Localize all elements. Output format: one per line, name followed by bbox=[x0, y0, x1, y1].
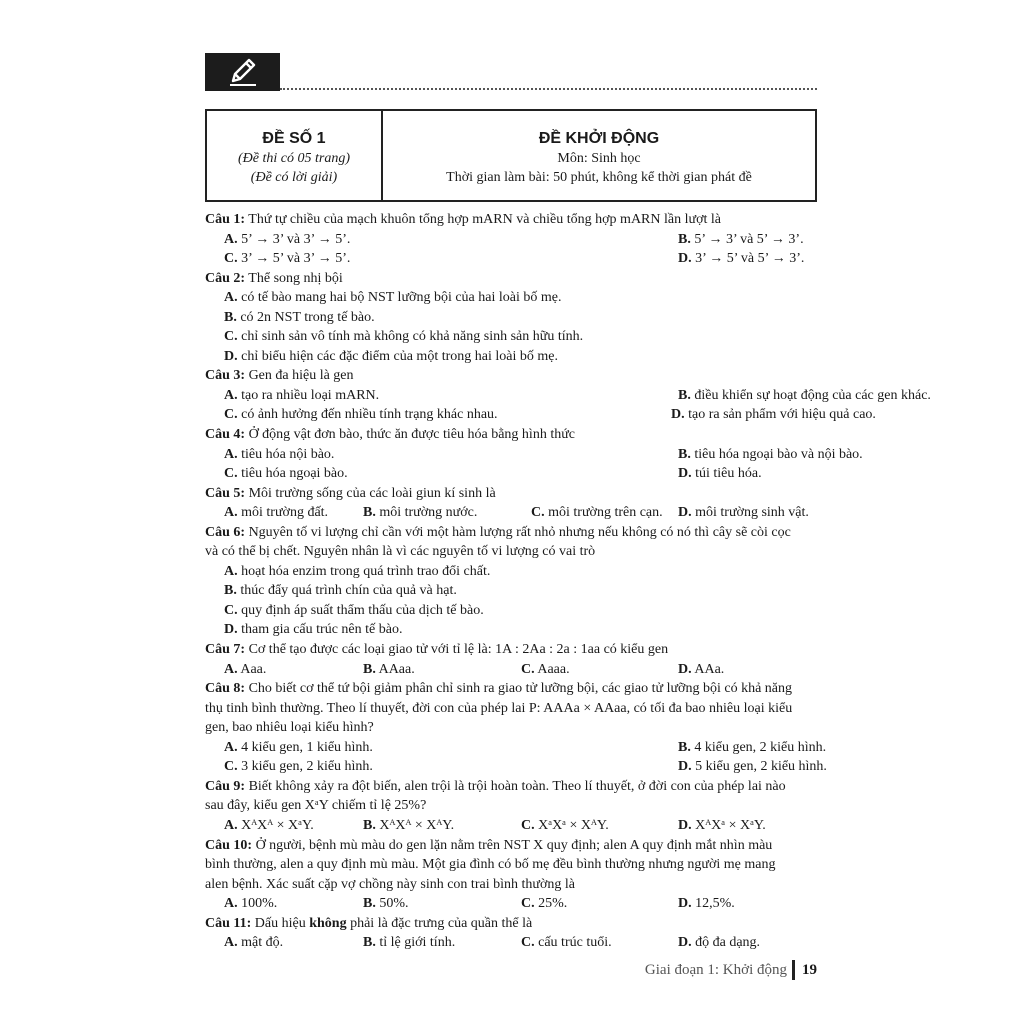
option-d: D. tham gia cấu trúc nên tế bào. bbox=[224, 622, 403, 638]
question-text: Biết không xảy ra đột biến, alen trội là trội hoàn toàn. Theo lí thuyết, ở đời con của phép lai nào bbox=[245, 778, 786, 794]
option-b: B. có 2n NST trong tế bào. bbox=[224, 309, 375, 325]
option-row bbox=[205, 249, 817, 269]
question-label: Câu 2: bbox=[205, 270, 246, 286]
option-d: D. tạo ra sản phẩm với hiệu quả cao. bbox=[671, 407, 876, 423]
option-a: A. có tế bào mang hai bộ NST lưỡng bội của hai loài bố mẹ. bbox=[224, 290, 562, 306]
option-b: B. thúc đẩy quá trình chín của quả và hạt. bbox=[224, 583, 457, 599]
option-row bbox=[205, 464, 817, 484]
option-a: A. môi trường đất. bbox=[224, 505, 329, 521]
question-text: Gen đa hiệu là gen bbox=[245, 368, 354, 384]
question-label: Câu 8: bbox=[205, 681, 246, 697]
option-d: D. môi trường sinh vật. bbox=[678, 505, 809, 521]
option-a: A. Aaa. bbox=[224, 661, 267, 677]
question-text-continued: bình thường, alen a quy định mù màu. Một gia đình có bố mẹ đều bình thường nhưng người mẹ mang bbox=[205, 857, 776, 873]
question-text: Cơ thể tạo được các loại giao tử với tỉ lệ là: 1A : 2Aa : 2a : 1aa có kiểu gen bbox=[245, 642, 669, 658]
question-5 bbox=[205, 484, 817, 504]
question-1 bbox=[205, 210, 817, 230]
exam-number: ĐỀ SỐ 1 bbox=[262, 130, 326, 147]
option-c: C. 3 kiểu gen, 2 kiểu hình. bbox=[224, 759, 373, 775]
option-d: D. XᴬXᵃ × XᵃY. bbox=[678, 817, 766, 833]
question-text-continued: gen, bao nhiêu loại kiểu hình? bbox=[205, 720, 374, 736]
page-count-note: (Đề thi có 05 trang) bbox=[238, 151, 350, 166]
option-b: B. 4 kiểu gen, 2 kiểu hình. bbox=[678, 739, 827, 755]
option-c: C. cấu trúc tuổi. bbox=[521, 935, 612, 951]
question-3 bbox=[205, 366, 817, 386]
question-6 bbox=[205, 523, 817, 543]
pencil-badge bbox=[205, 53, 280, 91]
question-text-continued: alen bệnh. Xác suất cặp vợ chồng này sinh con trai bình thường là bbox=[205, 876, 575, 892]
question-text-emphasis: không bbox=[309, 915, 347, 931]
question-label: Câu 9: bbox=[205, 778, 246, 794]
exam-title: ĐỀ KHỞI ĐỘNG bbox=[538, 130, 660, 147]
pencil-icon bbox=[227, 57, 259, 87]
option-row bbox=[205, 738, 827, 758]
question-label: Câu 6: bbox=[205, 524, 246, 540]
dotted-rule bbox=[280, 88, 817, 90]
option-row bbox=[205, 386, 931, 406]
question-text-continued: và có thể bị chết. Nguyên nhân là vì các nguyên tố vi lượng có vai trò bbox=[205, 544, 596, 560]
option-c: C. XᵃXᵃ × XᴬY. bbox=[521, 817, 609, 833]
option-row bbox=[205, 894, 817, 914]
question-4 bbox=[205, 425, 817, 445]
question-text-continued: sau đây, kiểu gen XᵃY chiếm tỉ lệ 25%? bbox=[205, 798, 427, 814]
header-left-cell bbox=[207, 111, 383, 200]
question-label: Câu 11: bbox=[205, 915, 252, 931]
option-c: C. 3’ → 5’ và 3’ → 5’. bbox=[224, 251, 351, 267]
option-c: C. môi trường trên cạn. bbox=[531, 505, 663, 521]
option-c: C. tiêu hóa ngoại bào. bbox=[224, 466, 348, 482]
question-9 bbox=[205, 777, 817, 797]
option-c: C. 25%. bbox=[521, 896, 568, 912]
question-text: Nguyên tố vi lượng chỉ cần với một hàm lượng rất nhỏ nhưng nếu không có nó thì cây sẽ còi cọc bbox=[245, 524, 791, 540]
option-b: B. môi trường nước. bbox=[363, 505, 478, 521]
question-2 bbox=[205, 269, 817, 289]
header-right-cell bbox=[383, 111, 815, 200]
option-b: B. 50%. bbox=[363, 896, 409, 912]
page-number: 19 bbox=[802, 962, 817, 978]
option-row bbox=[205, 933, 817, 953]
question-11 bbox=[205, 914, 817, 934]
option-row bbox=[205, 445, 863, 465]
question-label: Câu 1: bbox=[205, 212, 246, 227]
option-c: C. chỉ sinh sản vô tính mà không có khả năng sinh sản hữu tính. bbox=[224, 329, 584, 345]
question-text: Thứ tự chiều của mạch khuôn tổng hợp mARN và chiều tổng hợp mARN lần lượt là bbox=[245, 212, 721, 227]
option-c: C. có ảnh hưởng đến nhiều tính trạng khác nhau. bbox=[224, 407, 498, 423]
option-row bbox=[205, 405, 876, 425]
option-row bbox=[205, 757, 827, 777]
question-text: phải là đặc trưng của quần thể là bbox=[346, 915, 533, 931]
question-label: Câu 3: bbox=[205, 368, 246, 384]
subject-line: Môn: Sinh học bbox=[557, 151, 641, 166]
option-a: A. XᴬXᴬ × XᵃY. bbox=[224, 817, 314, 833]
option-d: D. 12,5%. bbox=[678, 896, 735, 912]
page-footer bbox=[620, 958, 817, 982]
option-b: B. tiêu hóa ngoại bào và nội bào. bbox=[678, 446, 863, 462]
question-text: Ở người, bệnh mù màu do gen lặn nằm trên NST X quy định; alen A quy định mắt nhìn màu bbox=[252, 837, 773, 853]
question-8 bbox=[205, 679, 817, 699]
option-row bbox=[205, 230, 817, 250]
time-line: Thời gian làm bài: 50 phút, không kể thời gian phát đề bbox=[446, 170, 752, 185]
option-d: D. AAa. bbox=[678, 661, 725, 677]
question-7 bbox=[205, 640, 817, 660]
option-b: B. AAaa. bbox=[363, 661, 415, 677]
option-a: A. tiêu hóa nội bào. bbox=[224, 446, 335, 462]
question-text: Ở động vật đơn bào, thức ăn được tiêu hóa bằng hình thức bbox=[245, 427, 576, 443]
option-row bbox=[205, 816, 817, 836]
option-a: A. tạo ra nhiều loại mARN. bbox=[224, 387, 380, 403]
option-b: B. tỉ lệ giới tính. bbox=[363, 935, 456, 951]
option-d: D. chỉ biểu hiện các đặc điểm của một trong hai loài bố mẹ. bbox=[224, 348, 558, 364]
option-d: D. độ đa dạng. bbox=[678, 935, 761, 951]
question-text: Môi trường sống của các loài giun kí sinh là bbox=[245, 485, 496, 501]
question-text: Cho biết cơ thể tứ bội giảm phân chỉ sinh ra giao tử lưỡng bội, các giao tử lưỡng bội có khả năng bbox=[245, 681, 792, 697]
option-a: A. 4 kiểu gen, 1 kiểu hình. bbox=[224, 739, 373, 755]
question-text: Thể song nhị bội bbox=[245, 270, 343, 286]
option-d: D. túi tiêu hóa. bbox=[678, 466, 762, 482]
question-text: Dấu hiệu bbox=[251, 915, 310, 931]
question-label: Câu 7: bbox=[205, 642, 246, 658]
question-label: Câu 4: bbox=[205, 427, 246, 443]
option-d: D. 5 kiểu gen, 2 kiểu hình. bbox=[678, 759, 827, 775]
solution-note: (Đề có lời giải) bbox=[250, 170, 338, 185]
option-b: B. 5’ → 3’ và 5’ → 3’. bbox=[678, 231, 804, 247]
option-b: B. điều khiển sự hoạt động của các gen khác. bbox=[678, 387, 931, 403]
option-a: A. 5’ → 3’ và 3’ → 5’. bbox=[224, 231, 351, 247]
option-row bbox=[205, 660, 817, 680]
option-a: A. mật độ. bbox=[224, 935, 284, 951]
option-c: C. quy định áp suất thẩm thấu của dịch tế bào. bbox=[224, 602, 484, 618]
option-a: A. hoạt hóa enzim trong quá trình trao đổi chất. bbox=[224, 563, 491, 579]
footer-divider bbox=[792, 960, 795, 980]
option-d: D. 3’ → 5’ và 5’ → 3’. bbox=[678, 251, 805, 267]
question-label: Câu 5: bbox=[205, 485, 246, 501]
exam-header bbox=[205, 109, 817, 202]
question-text-continued: thụ tinh bình thường. Theo lí thuyết, đời con của phép lai P: AAAa × AAaa, có tối đa bao nhiêu loại kiểu bbox=[205, 700, 793, 716]
option-b: B. XᴬXᴬ × XᴬY. bbox=[363, 817, 455, 833]
question-label: Câu 10: bbox=[205, 837, 253, 853]
option-row bbox=[205, 503, 817, 523]
question-10 bbox=[205, 836, 817, 856]
option-a: A. 100%. bbox=[224, 896, 278, 912]
option-c: C. Aaaa. bbox=[521, 661, 570, 677]
question-list bbox=[205, 210, 931, 953]
footer-section-title: Giai đoạn 1: Khởi động bbox=[644, 962, 787, 978]
